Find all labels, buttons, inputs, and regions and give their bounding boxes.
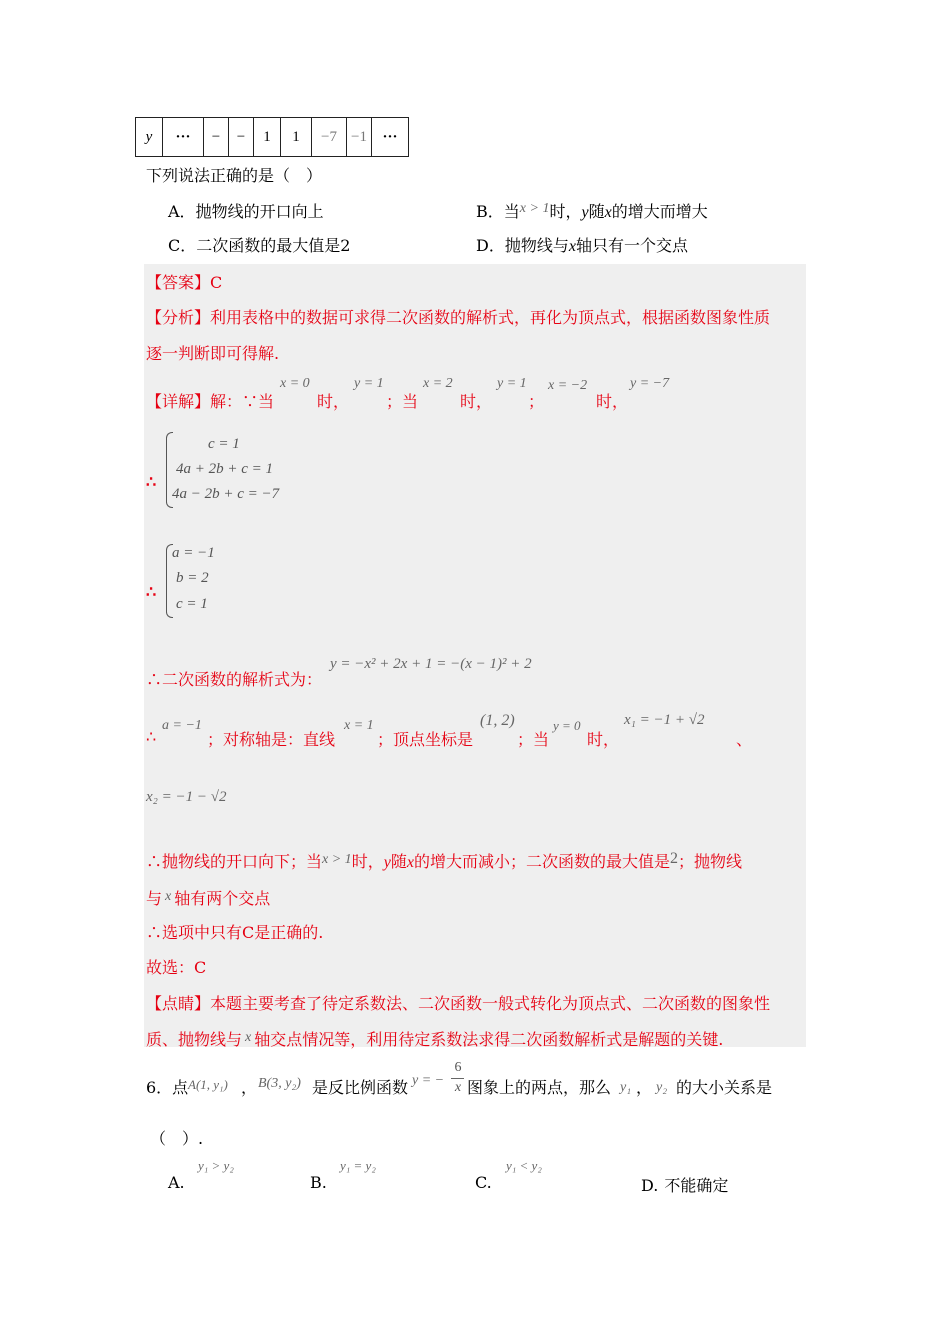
question-text: 图象上的两点，那么	[467, 1078, 612, 1097]
math-expr: x₁ = −1 + √2	[624, 712, 705, 728]
detail-text: 时，	[587, 730, 620, 749]
option-letter: A．	[168, 202, 196, 221]
detail-text: 时，	[317, 392, 350, 411]
option-d	[641, 1173, 728, 1196]
table-cell: −	[204, 118, 229, 157]
table-cell: 1	[281, 118, 312, 157]
comment-text: 轴交点情况等，利用待定系数法求得二次函数解析式是解题的关键.	[254, 1030, 724, 1049]
math-expr: x > 1	[322, 852, 352, 867]
conclusion-line	[146, 849, 742, 872]
system-equation: c = 1	[208, 436, 240, 452]
math-expr: x = 0	[280, 376, 310, 391]
fraction-denominator: x	[454, 1080, 462, 1095]
conclusion-line	[146, 886, 270, 909]
table-cell: ···	[372, 118, 409, 157]
option-c	[168, 233, 350, 256]
detail-text: ；当	[517, 730, 550, 749]
system-equation: b = 2	[176, 570, 209, 586]
detail-text: ；顶点坐标是	[377, 730, 474, 749]
math-expr: y₂	[656, 1080, 668, 1095]
variable: x	[165, 889, 172, 904]
math-expr: y = 1	[354, 376, 384, 391]
therefore-symbol: ∴	[146, 727, 157, 746]
variable: x	[245, 1030, 252, 1045]
detail-text: ；	[528, 392, 545, 411]
value-table	[135, 117, 409, 157]
detail-heading: 【详解】	[146, 392, 211, 411]
math-expr: y = −	[412, 1073, 445, 1088]
math-expr: x₂ = −1 − √2	[146, 789, 227, 805]
option-c: C.	[475, 1173, 492, 1192]
conclusion-text: 轴有两个交点	[174, 889, 271, 908]
fraction-numerator: 6	[454, 1060, 462, 1075]
detail-text: 时，	[596, 392, 629, 411]
math-expr: a = −1	[162, 718, 202, 733]
question-text: 的大小关系是	[676, 1078, 773, 1097]
math-expr: y = 0	[553, 718, 581, 733]
math-expr: 2	[669, 850, 678, 867]
variable: x	[604, 204, 612, 221]
table-cell: −	[229, 118, 254, 157]
math-expr: y₁ > y₂	[198, 1158, 234, 1173]
option-d	[476, 233, 688, 256]
math-expr: x = −2	[548, 378, 588, 393]
system-equation: 4a − 2b + c = −7	[172, 486, 280, 502]
option-text: 的增大而增大	[611, 202, 708, 221]
analysis-line: 逐一判断即可得解.	[146, 344, 280, 363]
final-choice: 故选：C	[146, 958, 207, 977]
conclusion-line: ∴选项中只有C是正确的.	[146, 923, 324, 942]
math-expr: y₁ < y₂	[506, 1158, 542, 1173]
variable: x	[406, 854, 414, 871]
option-text: 当	[503, 202, 520, 221]
math-expr: y₁ = y₂	[340, 1158, 376, 1173]
analysis-line: 【分析】利用表格中的数据可求得二次函数的解析式，再化为顶点式，根据函数图象性质	[146, 308, 771, 327]
option-text: 随	[588, 202, 605, 221]
option-value: 2	[340, 236, 351, 255]
comment-text: 质、抛物线与	[146, 1030, 243, 1049]
math-expr: x = 2	[423, 376, 453, 391]
answer-blank: （ ）.	[150, 1129, 204, 1148]
option-a: A.	[168, 1173, 185, 1192]
detail-label	[146, 389, 274, 412]
math-expr: B(3, y₂)	[258, 1076, 301, 1091]
question-text: ，	[241, 1078, 258, 1097]
variable: x	[568, 238, 576, 255]
system-equation: a = −1	[172, 545, 215, 561]
table-cell: 1	[254, 118, 281, 157]
conclusion-text: 的增大而减小；二次函数的最大值是	[413, 852, 670, 871]
option-text: 抛物线的开口向上	[195, 202, 324, 221]
option-letter: C．	[168, 236, 197, 255]
therefore-symbol: ∴	[146, 582, 157, 601]
system-equation: 4a + 2b + c = 1	[176, 461, 274, 477]
table-row	[136, 118, 409, 157]
conclusion-text: ∴抛物线的开口向下；当	[146, 852, 323, 871]
question-text: 是反比例函数	[312, 1078, 409, 1097]
question6-number: 6．点	[146, 1078, 189, 1097]
detail-text: ；当	[386, 392, 419, 411]
table-cell: −1	[347, 118, 372, 157]
math-expr: y = −7	[630, 376, 670, 391]
therefore-symbol: ∴	[146, 472, 157, 491]
expression-label: ∴二次函数的解析式为：	[146, 670, 323, 689]
option-b: B.	[310, 1173, 327, 1192]
conclusion-text: 时，	[351, 852, 384, 871]
option-text: 时，	[549, 202, 582, 221]
math-expr: A(1, y₁)	[188, 1077, 228, 1092]
question-prompt: 下列说法正确的是（ ）	[146, 166, 323, 185]
math-expr: (1, 2)	[480, 712, 515, 729]
system-equation: c = 1	[176, 596, 208, 612]
option-text: 二次函数的最大值是	[196, 236, 341, 255]
fraction-bar	[451, 1078, 464, 1079]
variable: y	[581, 204, 589, 221]
math-expr: x = 1	[344, 718, 374, 733]
detail-text: 、	[736, 730, 753, 749]
math-expr: y = −x² + 2x + 1 = −(x − 1)² + 2	[330, 656, 532, 672]
table-cell: −7	[312, 118, 347, 157]
comment-line: 【点睛】本题主要考查了待定系数法、二次函数一般式转化为顶点式、二次函数的图象性	[146, 994, 771, 1013]
detail-text: 时，	[460, 392, 493, 411]
math-expr: y = 1	[497, 376, 527, 391]
answer-line: 【答案】C	[146, 273, 223, 292]
detail-text: 解：∵当	[210, 392, 275, 411]
option-a	[168, 199, 324, 222]
table-row-label: y	[136, 118, 163, 157]
question-text: ，	[636, 1078, 653, 1097]
comment-line	[146, 1027, 723, 1050]
option-letter: D．	[476, 236, 505, 255]
option-b	[476, 199, 708, 222]
conclusion-text: ；抛物线	[677, 852, 742, 871]
math-inequality: x > 1	[519, 201, 550, 216]
option-text: 不能确定	[664, 1176, 729, 1195]
variable: y	[383, 854, 391, 871]
table-cell: ···	[163, 118, 204, 157]
detail-text: ；对称轴是：直线	[207, 730, 336, 749]
option-text: 抛物线与	[504, 236, 569, 255]
option-letter: D.	[641, 1176, 659, 1195]
conclusion-text: 与	[146, 889, 163, 908]
conclusion-text: 随	[390, 852, 407, 871]
option-letter: B．	[476, 202, 504, 221]
option-text: 轴只有一个交点	[575, 236, 688, 255]
math-expr: y₁	[620, 1080, 632, 1095]
